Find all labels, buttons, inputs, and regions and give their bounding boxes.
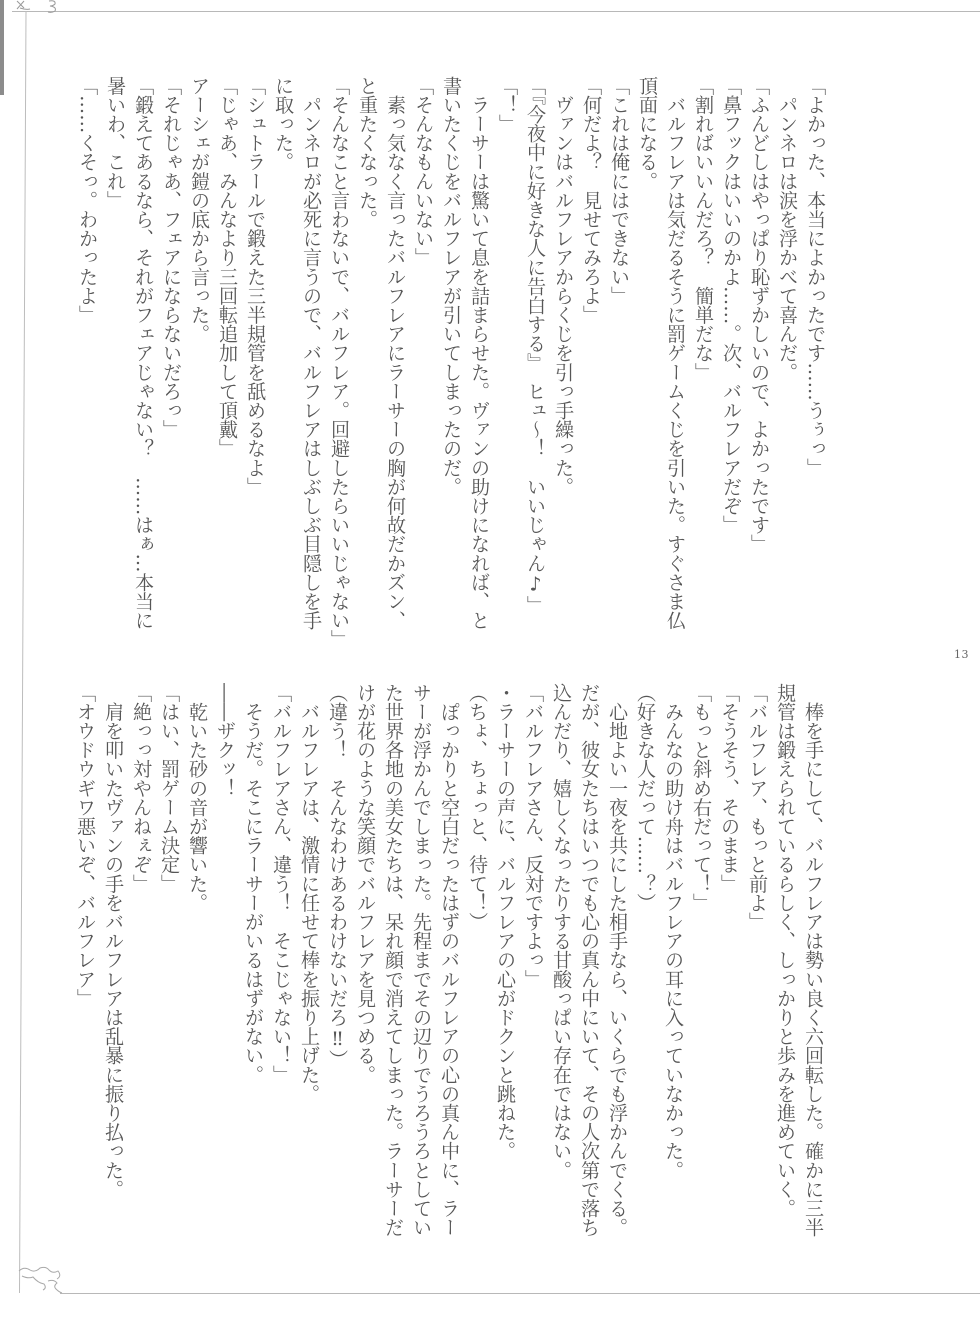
text-column: 「それじゃあ、フェアにならないだろっ」 (160, 76, 183, 439)
text-column: 「！」 (496, 76, 519, 134)
text-column: アーシェが鎧の底から言った。 (188, 76, 211, 344)
text-column: 「じゃあ、みんなより三回転追加して頂戴」 (216, 76, 239, 458)
text-column: だが、彼女たちはいつでも心の真ん中にいて、その人次第で落ち (578, 683, 601, 1237)
text-column: 頂面になる。 (636, 76, 659, 191)
page-number: 13 (954, 648, 969, 661)
corner-scribble-bottom (19, 1267, 62, 1293)
text-column: ――ザクッ！ (214, 683, 237, 798)
text-column: 「よかった、本当によかったです……うぅっ」 (804, 76, 827, 478)
text-column: 込んだり、嬉しくなったりする甘酸っぱい存在ではない。 (550, 683, 573, 1180)
text-column: 規管は鍛えられているらしく、しっかりと歩みを進めていく。 (774, 683, 797, 1218)
text-column: 「そんなもんいない」 (412, 76, 435, 267)
text-column: けが花のような笑顔でバルフレアを見つめる。 (354, 683, 377, 1085)
text-column: ぽっかりと空白だったはずのバルフレアの心の真ん中に、ラー (438, 683, 461, 1237)
text-column: パンネロが必死に言うので、バルフレアはしぶしぶ目隠しを手 (300, 76, 323, 630)
text-column: 「『今夜中に好きな人に告白する』 ヒュ〜！ いいじゃん♪」 (524, 76, 547, 615)
text-column: 「もっと斜め右だって！」 (690, 683, 713, 913)
text-column: 「何だよ？ 見せてみろよ」 (580, 76, 603, 325)
left-rule (20, 11, 27, 1293)
text-column: た世界各地の美女たちは、呆れ顔で消えてしまった。ラーサーだ (382, 683, 405, 1237)
text-column: 心地よい一夜を共にした相手なら、いくらでも浮かんでくる。 (606, 683, 629, 1237)
text-column: 「シュトラールで鍛えた三半規管を舐めるなよ」 (244, 76, 267, 497)
text-column: パンネロは涙を浮かべて喜んだ。 (776, 76, 799, 382)
text-column: 書いたくじをバルフレアが引いてしまったのだ。 (440, 76, 463, 497)
text-column: そうだ。そこにラーサーがいるはずがない。 (242, 683, 265, 1085)
text-column: 「オウドウギワ悪いぞ、バルフレア」 (74, 683, 97, 1008)
text-column: ラーサーは驚いて息を詰まらせた。ヴァンの助けになれば、と (468, 76, 491, 630)
text-column: みんなの助け舟はバルフレアの耳に入っていなかった。 (662, 683, 685, 1180)
text-column: 「これは俺にはできない」 (608, 76, 631, 306)
text-column: 「絶っっ対やんねぇぞ」 (130, 683, 153, 894)
text-column: （ちょ、ちょっと、待て！） (466, 683, 489, 932)
text-column: 「はい、罰ゲーム決定」 (158, 683, 181, 894)
text-column: 「そんなこと言わないで、バルフレア。回避したらいいじゃない」 (328, 76, 351, 649)
text-column: （違う！ そんなわけあるわけないだろ‼） (326, 683, 349, 1069)
text-column: 「鍛えてあるなら、それがフェアじゃない？ ……はぁ…本当に (132, 76, 155, 630)
text-column: ヴァンはバルフレアからくじを引っ手繰った。 (552, 76, 575, 497)
text-column: に取った。 (272, 76, 295, 172)
corner-scribble-top (17, 1, 55, 13)
text-column: 素っ気なく言ったバルフレアにラーサーの胸が何故だかズン、 (384, 76, 407, 630)
text-column: 棒を手にして、バルフレアは勢い良く六回転した。確かに三半 (802, 683, 825, 1237)
text-column: と重たくなった。 (356, 76, 379, 229)
text-column: 乾いた砂の音が響いた。 (186, 683, 209, 913)
text-column: 「バルフレア、もっと前よ」 (746, 683, 769, 932)
text-column: 「鼻フックはいいのかよ……。次、バルフレアだぞ」 (720, 76, 743, 535)
text-column: 「そうそう、そのまま」 (718, 683, 741, 894)
text-column: サーが浮かんでしまった。先程までその辺りでうろうろとしてい (410, 683, 433, 1237)
text-column: 暑いわ、これ」 (104, 76, 127, 210)
text-column: 肩を叩いたヴァンの手をバルフレアは乱暴に振り払った。 (102, 683, 125, 1199)
text-column: 「バルフレアさん、反対ですよっ」 (522, 683, 545, 989)
top-text-block (73, 76, 829, 651)
text-column: （好きな人だって……？） (634, 683, 657, 913)
text-column: ・ラーサーの声に、バルフレアの心がドクンと跳ねた。 (494, 683, 517, 1161)
scan-edge-shadow (0, 0, 4, 95)
text-column: バルフレアは気だるそうに罰ゲームくじを引いた。すぐさま仏 (664, 76, 687, 630)
text-column: 「ふんどしはやっぱり恥ずかしいので、よかったです」 (748, 76, 771, 554)
text-column: 「……くそっ。わかったよ」 (76, 76, 99, 325)
bottom-text-block (71, 683, 827, 1258)
text-column: 「バルフレアさん、違う！ そこじゃない！」 (270, 683, 293, 1085)
text-column: 「割ればいいんだろ？ 簡単だな」 (692, 76, 715, 382)
text-column: バルフレアは、激情に任せて棒を振り上げた。 (298, 683, 321, 1104)
